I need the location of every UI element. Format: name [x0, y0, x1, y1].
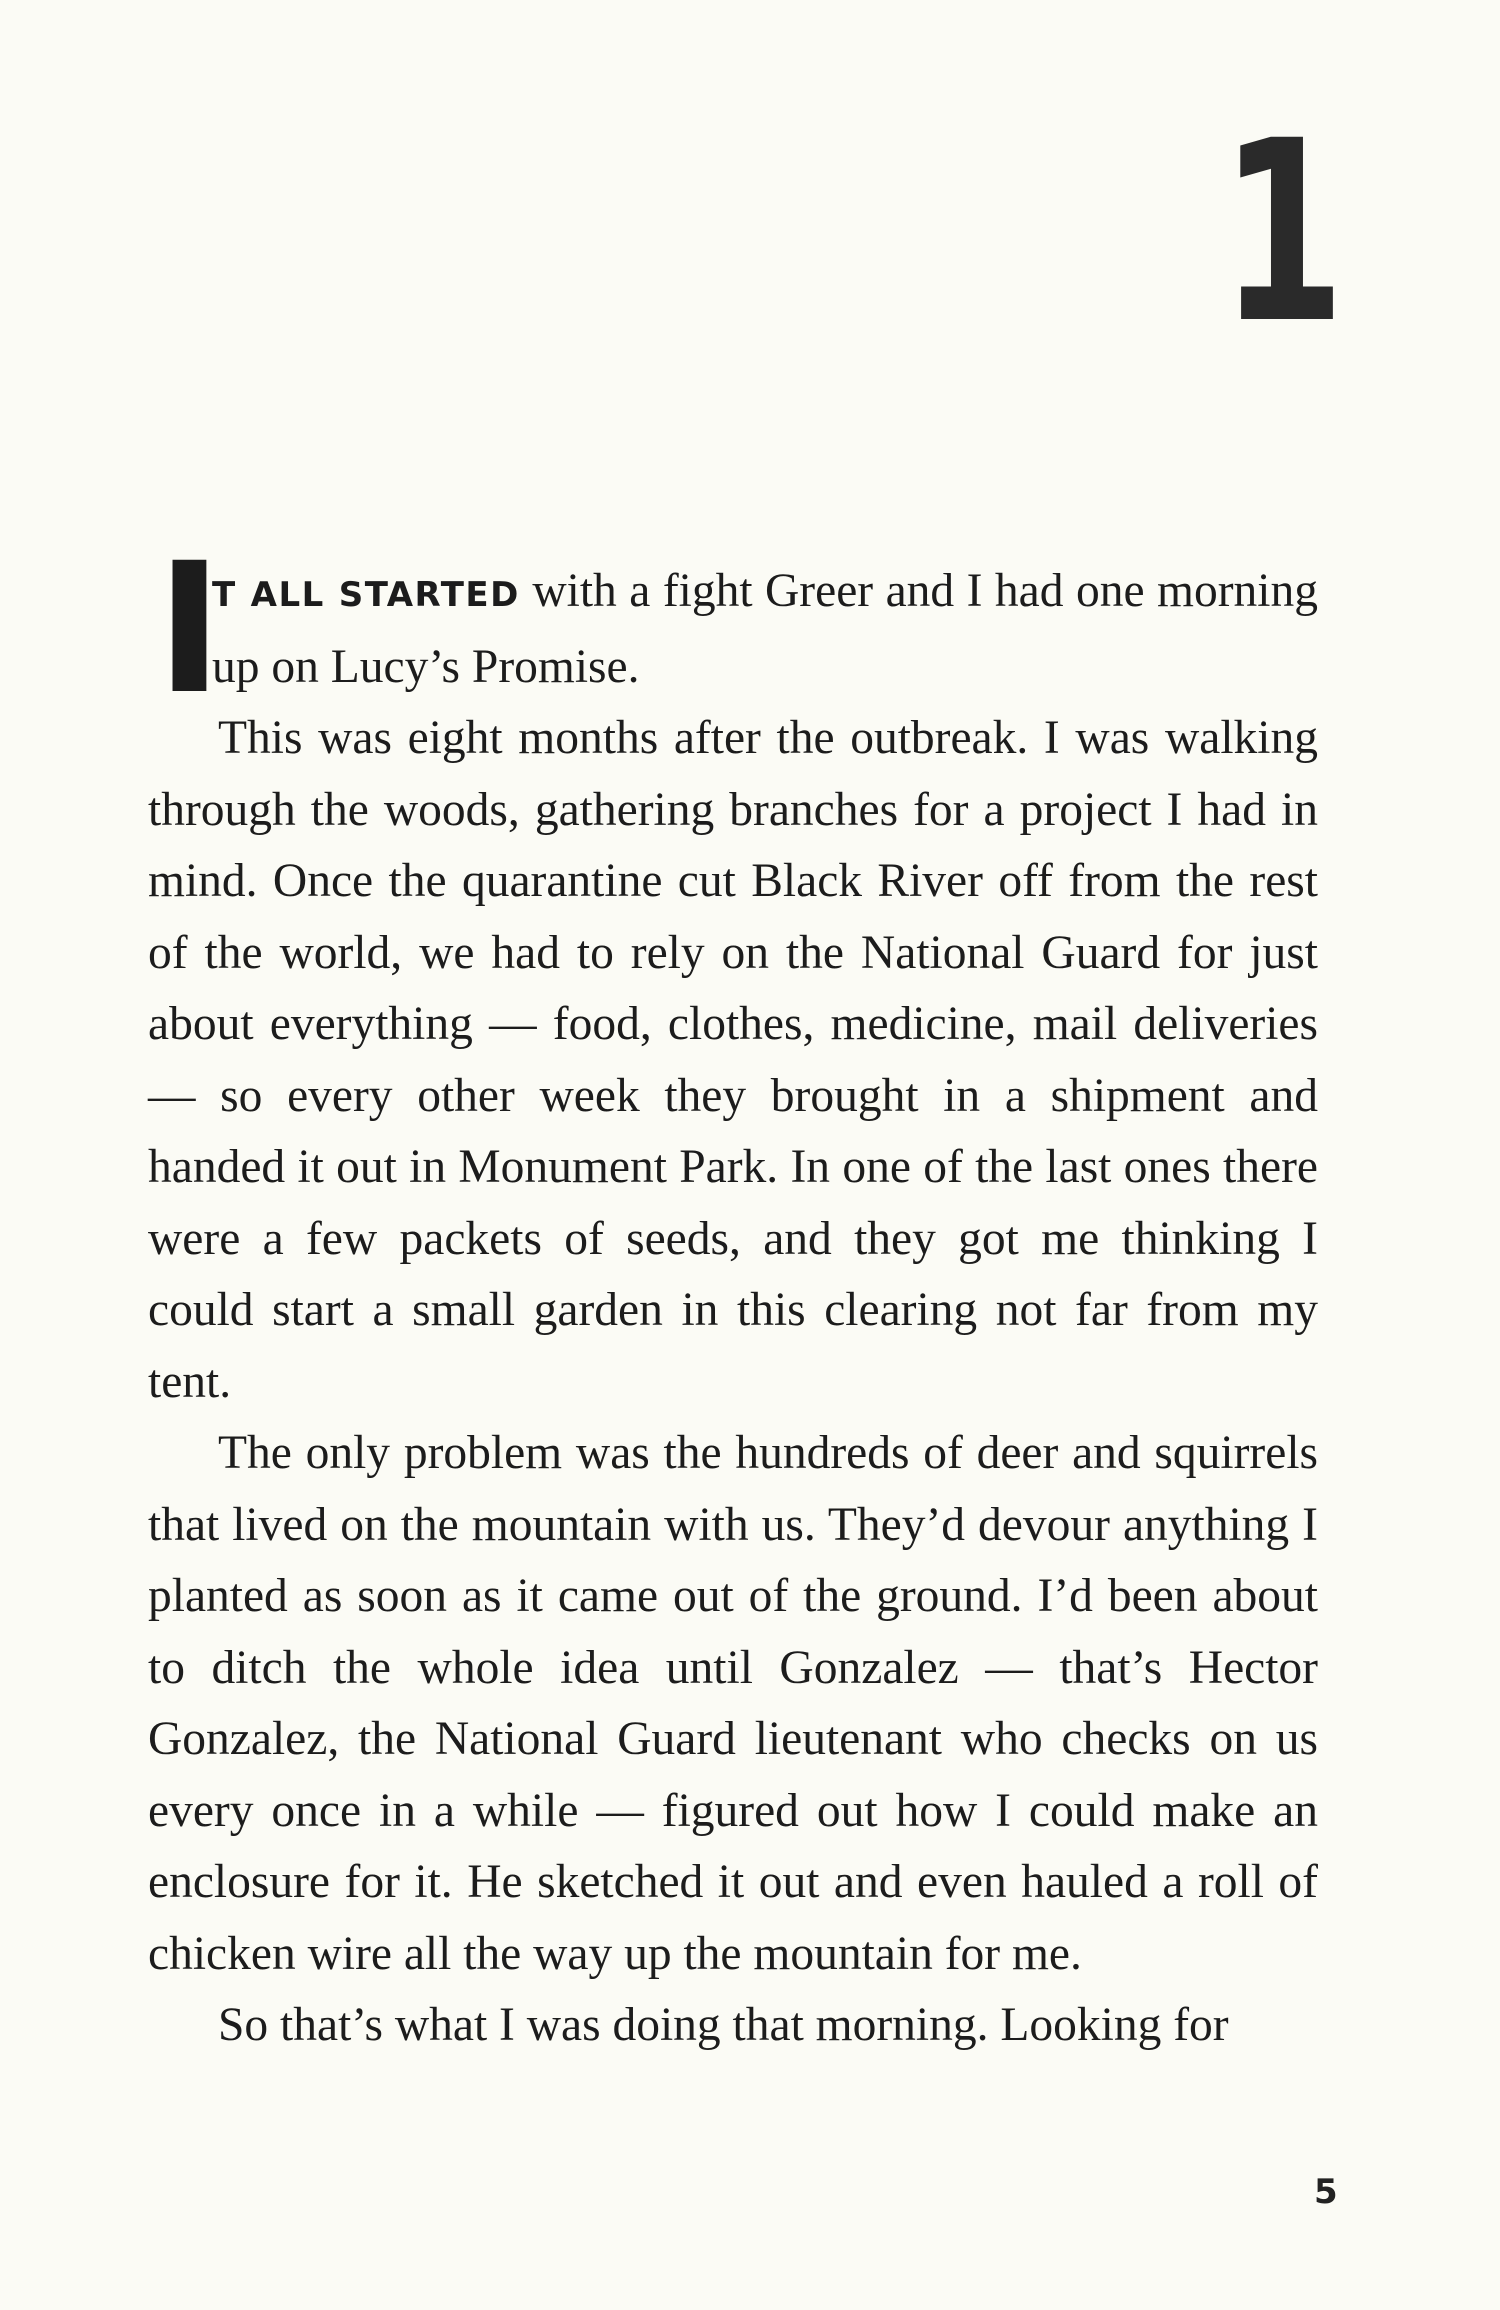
- chapter-number: 1: [1220, 87, 1346, 378]
- chapter-body: [148, 525, 1319, 2062]
- lead-in: T ALL STARTED: [212, 575, 520, 615]
- paragraph-1-text: with a fight Greer and I had one morning up on Lucy’s Promise.: [212, 565, 1319, 693]
- paragraph-2: This was eight months after the outbreak. I was walking through the woods, gathering branches for a project I had in mind. Once the quarantine cut Black River off from the rest of the world, we had to rely on the National Guard for just about everything — food, clothes, medicine, mail deliveries — so every other week they brought in a shipment and handed it out in Monument Park. In one of the last ones there were a few packets of seeds, and they got me thinking I could start a small garden in this clearing not far from my tent.: [148, 712, 1318, 1408]
- page-number: 5: [1314, 2172, 1338, 2212]
- drop-cap: I: [156, 525, 223, 734]
- paragraph-1: [148, 525, 1319, 734]
- paragraph-4: So that’s what I was doing that morning. Looking for: [218, 1999, 1229, 2051]
- paragraph-3: The only problem was the hundreds of deer and squirrels that lived on the mountain with us. They’d devour anything I planted as soon as it came out of the ground. I’d been about to ditch the whole idea until Gonzalez — that’s Hector Gonzalez, the National Guard lieutenant who checks on us every once in a while — figured out how I could make an enclosure for it. He sketched it out and even hauled a roll of chicken wire all the way up the mountain for me.: [148, 1427, 1318, 1980]
